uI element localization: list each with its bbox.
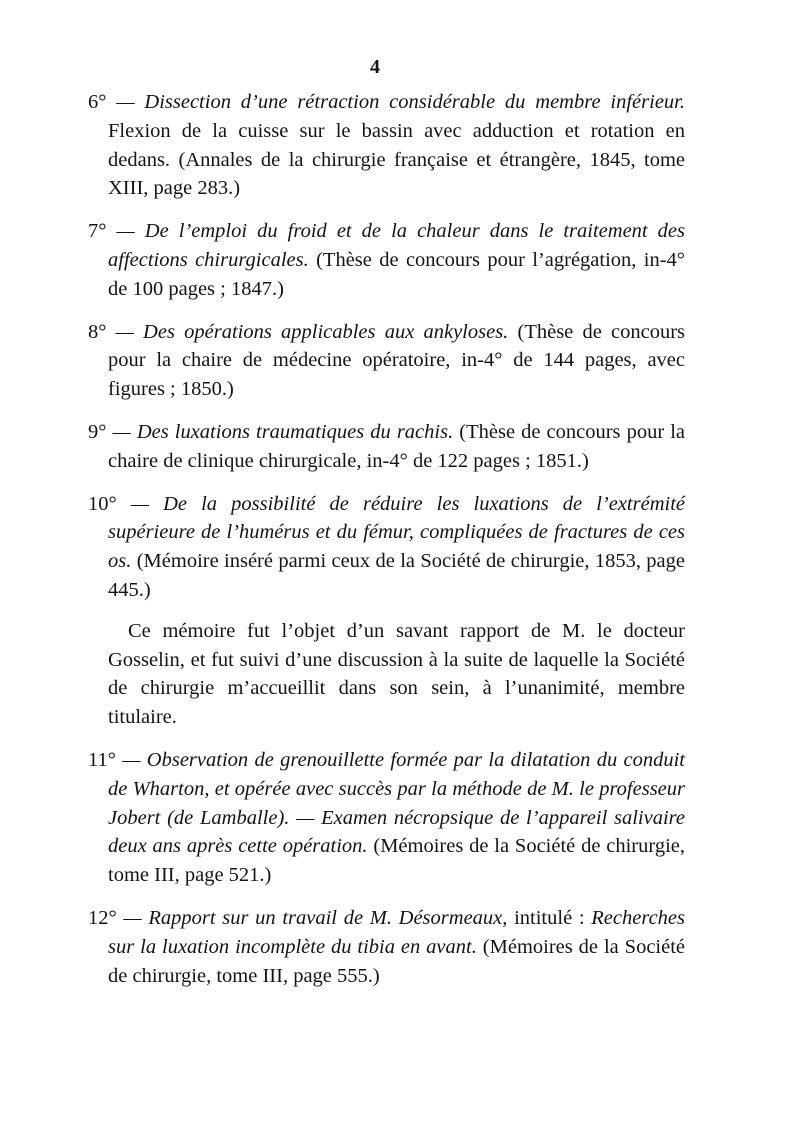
publication-entry-6 [88,88,685,203]
entry-title: — Des opérations applicables aux ankyloses. [115,320,509,343]
entry-title: — De la possibilité de réduire les luxations de l’extrémité supérieure de l’humérus et du fémur, compliquées de fractures de ces os. [108,492,685,573]
entry-reference: (Mémoires de la Société de chirurgie, tome III, page 521.) [108,835,686,887]
publication-entry-10 [88,490,685,605]
publication-list [88,88,685,1004]
entry-number: 8° [88,320,107,343]
entry-number: 6° [88,91,107,113]
entry-number: 11° [88,748,116,771]
entry-title: — Des luxations traumatiques du rachis. [112,420,454,443]
entry-note: Ce mémoire fut l’objet d’un savant rapport de M. le docteur Gosselin, et fut suivi d’une discussion à la suite de laquelle la Société de chirurgie m’accueillit dans son sein, à l’unanimité, membre titulaire. [108,619,685,729]
entry-reference: (Mémoire inséré parmi ceux de la Société de chirurgie, 1853, page 445.) [108,550,686,601]
publication-entry-7 [88,217,685,303]
publication-entry-8 [88,318,685,404]
entry-reference: Flexion de la cuisse sur le bassin avec adduction et rotation en dedans. (Annales de la chirurgie française et étrangère, 1845, tome XIII, page 283.) [108,119,685,200]
entry-title-secondary: Recherches sur la luxation incomplète du tibia en avant. [108,906,685,958]
entry-title: — Rapport sur un travail de M. Désormeaux, [123,906,508,929]
publication-entry-9 [88,418,685,476]
entry-number: 9° [88,420,107,443]
entry-number: 12° [88,906,117,929]
publication-entry-12 [88,904,685,990]
entry-reference-secondary: (Mémoires de la Société de chirurgie, tome III, page 555.) [108,935,686,987]
page-number: 4 [370,56,380,78]
publication-entry-11 [88,746,685,890]
entry-reference: (Thèse de concours pour l’agrégation, in-4° de 100 pages ; 1847.) [108,248,685,300]
entry-reference: intitulé : [514,906,585,929]
entry-title: — De l’emploi du froid et de la chaleur dans le traitement des affections chirurgicales. [108,220,685,271]
entry-reference: (Thèse de concours pour la chaire de clinique chirurgicale, in-4° de 122 pages ; 1851.) [108,420,686,472]
entry-title: — Dissection d’une rétraction considérable du membre inférieur. [116,91,685,113]
entry-title: — Observation de grenouillette formée par la dilatation du conduit de Wharton, et opérée avec succès par la méthode de M. le professeur Jobert (de Lamballe). — Examen nécropsique de l’appareil salivaire deux ans après cette opération. [108,748,686,858]
entry-number: 7° [88,220,107,243]
entry-reference: (Thèse de concours pour la chaire de médecine opératoire, in-4° de 144 pages, avec figures ; 1850.) [108,320,685,401]
entry-number: 10° [88,492,117,515]
